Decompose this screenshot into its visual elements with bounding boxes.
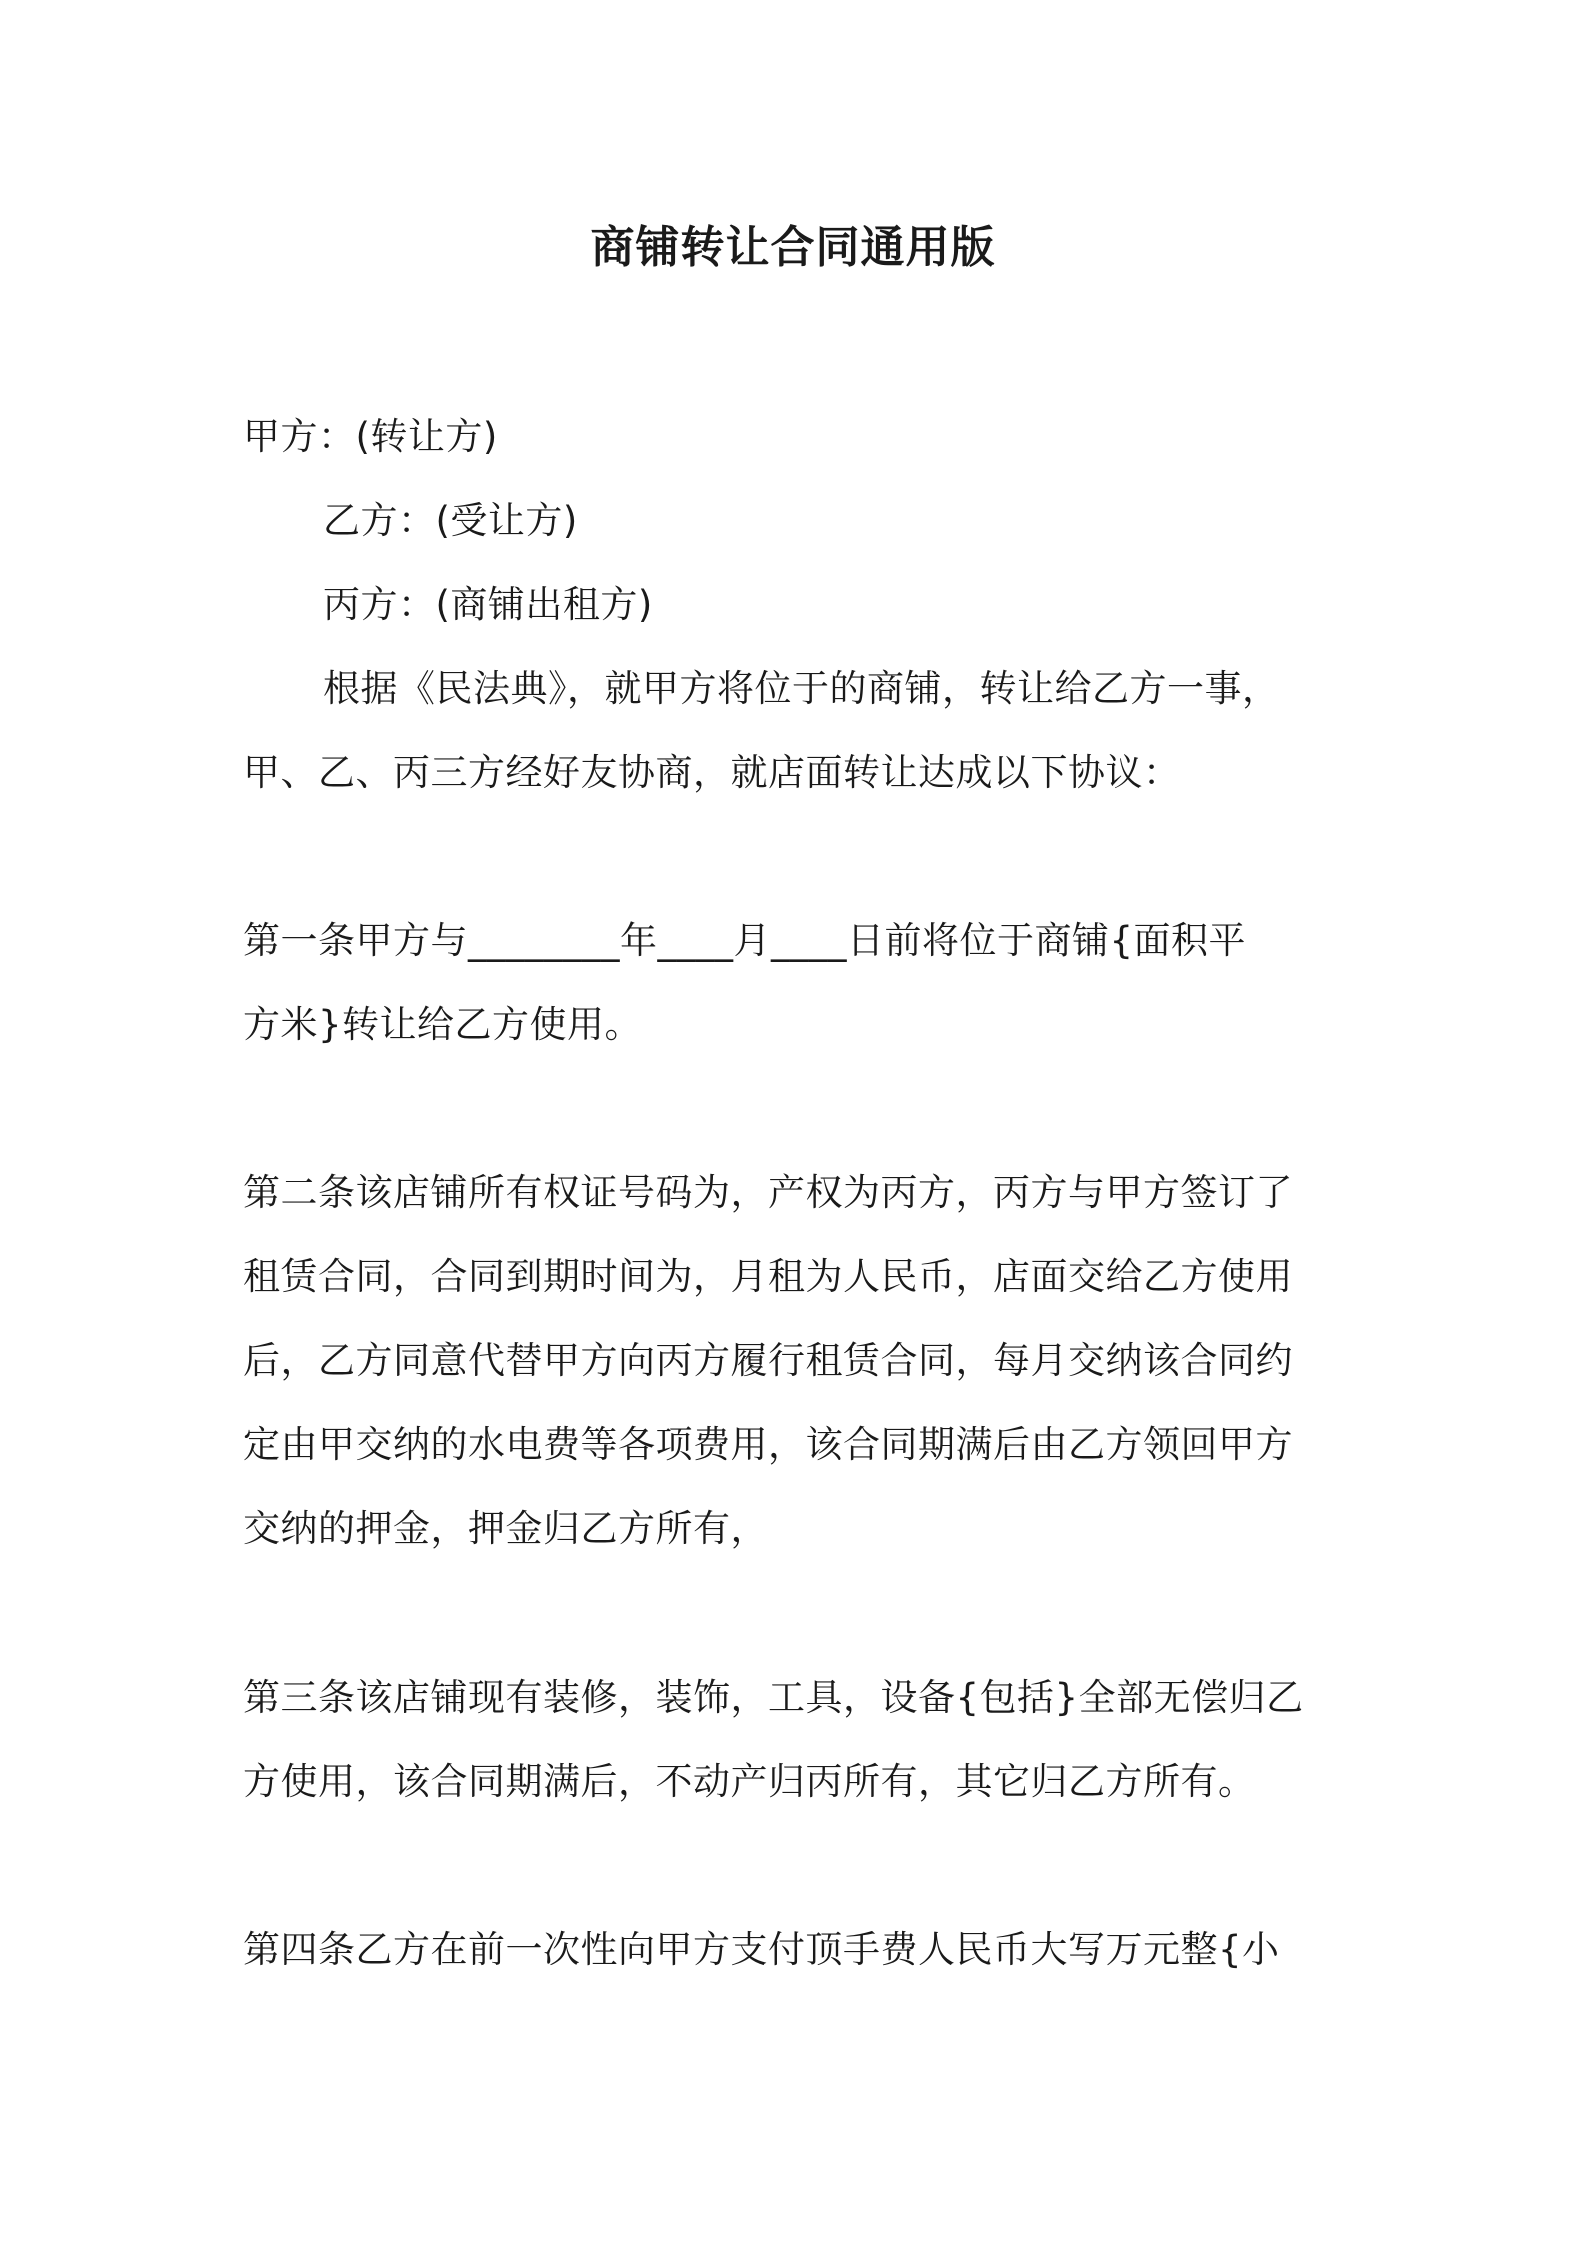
article-3-line-2: 方使用，该合同期满后，不动产归丙所有，其它归乙方所有。: [243, 1760, 1256, 1803]
article-2-line-1: 第二条该店铺所有权证号码为，产权为丙方，丙方与甲方签订了: [243, 1171, 1293, 1214]
party-a-line: 甲方：(转让方): [243, 415, 498, 458]
article-3-line-1: 第三条该店铺现有装修，装饰，工具，设备{包括}全部无偿归乙: [243, 1676, 1304, 1719]
article-4-line-1: 第四条乙方在前一次性向甲方支付顶手费人民币大写万元整{小: [243, 1928, 1280, 1971]
article-2-line-4: 定由甲交纳的水电费等各项费用，该合同期满后由乙方领回甲方: [243, 1423, 1293, 1466]
preamble-line-2: 甲、乙、丙三方经好友协商，就店面转让达成以下协议：: [243, 751, 1181, 794]
article-2-line-5: 交纳的押金，押金归乙方所有，: [243, 1507, 768, 1550]
article-1-line-2: 方米}转让给乙方使用。: [243, 1003, 643, 1046]
article-1-line-1: 第一条甲方与________年____月____日前将位于商铺{面积平: [243, 919, 1247, 962]
document-title: 商铺转让合同通用版: [590, 222, 996, 273]
article-2-line-3: 后，乙方同意代替甲方向丙方履行租赁合同，每月交纳该合同约: [243, 1339, 1293, 1382]
party-c-line: 丙方：(商铺出租方): [323, 583, 653, 626]
preamble-line-1: 根据《民法典》，就甲方将位于的商铺，转让给乙方一事，: [323, 667, 1280, 710]
article-2-line-2: 租赁合同，合同到期时间为，月租为人民币，店面交给乙方使用: [243, 1255, 1293, 1298]
party-b-line: 乙方：(受让方): [323, 499, 578, 542]
